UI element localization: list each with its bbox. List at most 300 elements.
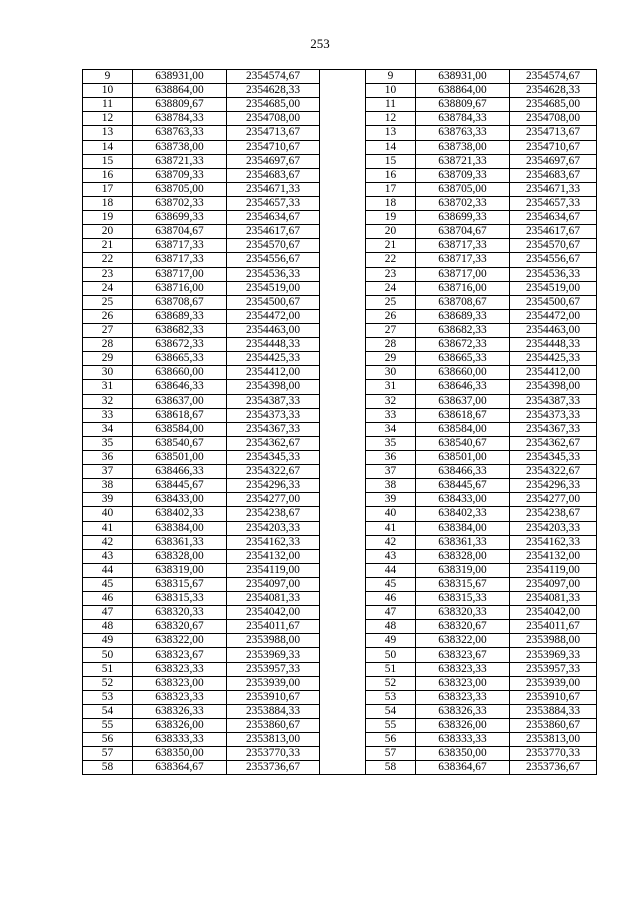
left-x-coordinate: 638402,33 [133, 507, 227, 521]
right-point-number: 28 [366, 338, 416, 352]
left-point-number: 28 [83, 338, 133, 352]
left-point-number: 47 [83, 606, 133, 620]
right-x-coordinate: 638702,33 [416, 196, 510, 210]
right-point-number: 29 [366, 352, 416, 366]
column-gap [320, 592, 366, 606]
left-point-number: 9 [83, 70, 133, 84]
column-gap [320, 479, 366, 493]
right-y-coordinate: 2354373,33 [510, 408, 597, 422]
table-row [83, 281, 597, 295]
left-y-coordinate: 2353957,33 [227, 662, 320, 676]
right-point-number: 14 [366, 140, 416, 154]
right-point-number: 11 [366, 98, 416, 112]
right-x-coordinate: 638738,00 [416, 140, 510, 154]
left-x-coordinate: 638361,33 [133, 535, 227, 549]
right-x-coordinate: 638323,00 [416, 676, 510, 690]
table-row [83, 253, 597, 267]
left-x-coordinate: 638584,00 [133, 422, 227, 436]
right-x-coordinate: 638618,67 [416, 408, 510, 422]
right-point-number: 23 [366, 267, 416, 281]
right-point-number: 34 [366, 422, 416, 436]
left-x-coordinate: 638682,33 [133, 323, 227, 337]
right-point-number: 42 [366, 535, 416, 549]
left-y-coordinate: 2354398,00 [227, 380, 320, 394]
left-y-coordinate: 2354362,67 [227, 436, 320, 450]
left-x-coordinate: 638717,33 [133, 239, 227, 253]
right-x-coordinate: 638646,33 [416, 380, 510, 394]
left-point-number: 49 [83, 634, 133, 648]
left-point-number: 14 [83, 140, 133, 154]
left-point-number: 13 [83, 126, 133, 140]
right-x-coordinate: 638637,00 [416, 394, 510, 408]
right-x-coordinate: 638705,00 [416, 182, 510, 196]
table-row [83, 690, 597, 704]
left-point-number: 55 [83, 719, 133, 733]
right-x-coordinate: 638717,33 [416, 253, 510, 267]
left-x-coordinate: 638864,00 [133, 84, 227, 98]
right-x-coordinate: 638864,00 [416, 84, 510, 98]
left-x-coordinate: 638315,67 [133, 577, 227, 591]
table-row [83, 577, 597, 591]
left-point-number: 15 [83, 154, 133, 168]
left-y-coordinate: 2354519,00 [227, 281, 320, 295]
right-x-coordinate: 638672,33 [416, 338, 510, 352]
right-y-coordinate: 2353910,67 [510, 690, 597, 704]
left-y-coordinate: 2354570,67 [227, 239, 320, 253]
left-x-coordinate: 638333,33 [133, 733, 227, 747]
column-gap [320, 352, 366, 366]
right-point-number: 31 [366, 380, 416, 394]
table-row [83, 211, 597, 225]
left-y-coordinate: 2354685,00 [227, 98, 320, 112]
right-y-coordinate: 2354628,33 [510, 84, 597, 98]
column-gap [320, 620, 366, 634]
left-x-coordinate: 638326,00 [133, 719, 227, 733]
right-point-number: 20 [366, 225, 416, 239]
column-gap [320, 606, 366, 620]
left-point-number: 35 [83, 436, 133, 450]
left-x-coordinate: 638322,00 [133, 634, 227, 648]
right-point-number: 55 [366, 719, 416, 733]
right-y-coordinate: 2354685,00 [510, 98, 597, 112]
left-y-coordinate: 2354634,67 [227, 211, 320, 225]
left-point-number: 36 [83, 450, 133, 464]
right-point-number: 45 [366, 577, 416, 591]
right-point-number: 10 [366, 84, 416, 98]
right-x-coordinate: 638716,00 [416, 281, 510, 295]
right-y-coordinate: 2354500,67 [510, 295, 597, 309]
column-gap [320, 70, 366, 84]
left-x-coordinate: 638931,00 [133, 70, 227, 84]
right-point-number: 57 [366, 747, 416, 761]
left-point-number: 19 [83, 211, 133, 225]
left-y-coordinate: 2354345,33 [227, 450, 320, 464]
left-x-coordinate: 638445,67 [133, 479, 227, 493]
table-row [83, 267, 597, 281]
right-point-number: 50 [366, 648, 416, 662]
right-y-coordinate: 2354042,00 [510, 606, 597, 620]
left-y-coordinate: 2354710,67 [227, 140, 320, 154]
left-x-coordinate: 638738,00 [133, 140, 227, 154]
column-gap [320, 323, 366, 337]
right-y-coordinate: 2354697,67 [510, 154, 597, 168]
left-point-number: 52 [83, 676, 133, 690]
column-gap [320, 168, 366, 182]
right-y-coordinate: 2354448,33 [510, 338, 597, 352]
left-x-coordinate: 638320,67 [133, 620, 227, 634]
left-y-coordinate: 2354683,67 [227, 168, 320, 182]
left-y-coordinate: 2354472,00 [227, 309, 320, 323]
column-gap [320, 112, 366, 126]
column-gap [320, 253, 366, 267]
table-row [83, 140, 597, 154]
right-x-coordinate: 638708,67 [416, 295, 510, 309]
left-point-number: 56 [83, 733, 133, 747]
table-row [83, 634, 597, 648]
left-x-coordinate: 638364,67 [133, 761, 227, 775]
right-y-coordinate: 2353736,67 [510, 761, 597, 775]
table-row [83, 84, 597, 98]
right-point-number: 56 [366, 733, 416, 747]
column-gap [320, 309, 366, 323]
right-x-coordinate: 638717,33 [416, 239, 510, 253]
table-row [83, 338, 597, 352]
column-gap [320, 394, 366, 408]
left-x-coordinate: 638540,67 [133, 436, 227, 450]
right-x-coordinate: 638323,67 [416, 648, 510, 662]
right-x-coordinate: 638540,67 [416, 436, 510, 450]
table-row [83, 521, 597, 535]
right-y-coordinate: 2354162,33 [510, 535, 597, 549]
left-x-coordinate: 638350,00 [133, 747, 227, 761]
right-y-coordinate: 2354132,00 [510, 549, 597, 563]
right-point-number: 53 [366, 690, 416, 704]
left-point-number: 20 [83, 225, 133, 239]
left-point-number: 57 [83, 747, 133, 761]
right-point-number: 19 [366, 211, 416, 225]
right-point-number: 21 [366, 239, 416, 253]
right-point-number: 43 [366, 549, 416, 563]
left-x-coordinate: 638328,00 [133, 549, 227, 563]
table-row [83, 98, 597, 112]
right-x-coordinate: 638699,33 [416, 211, 510, 225]
table-row [83, 465, 597, 479]
right-y-coordinate: 2354203,33 [510, 521, 597, 535]
right-y-coordinate: 2353813,00 [510, 733, 597, 747]
page-number: 253 [310, 36, 330, 51]
column-gap [320, 366, 366, 380]
left-x-coordinate: 638646,33 [133, 380, 227, 394]
right-x-coordinate: 638323,33 [416, 662, 510, 676]
right-point-number: 46 [366, 592, 416, 606]
right-point-number: 13 [366, 126, 416, 140]
right-point-number: 17 [366, 182, 416, 196]
right-y-coordinate: 2354708,00 [510, 112, 597, 126]
table-row [83, 380, 597, 394]
right-y-coordinate: 2354617,67 [510, 225, 597, 239]
table-row [83, 676, 597, 690]
left-y-coordinate: 2354373,33 [227, 408, 320, 422]
right-y-coordinate: 2354570,67 [510, 239, 597, 253]
right-x-coordinate: 638501,00 [416, 450, 510, 464]
right-x-coordinate: 638326,00 [416, 719, 510, 733]
column-gap [320, 761, 366, 775]
column-gap [320, 98, 366, 112]
left-y-coordinate: 2354500,67 [227, 295, 320, 309]
left-point-number: 24 [83, 281, 133, 295]
table-row [83, 168, 597, 182]
right-point-number: 15 [366, 154, 416, 168]
left-y-coordinate: 2354617,67 [227, 225, 320, 239]
right-point-number: 54 [366, 704, 416, 718]
left-point-number: 18 [83, 196, 133, 210]
right-y-coordinate: 2354556,67 [510, 253, 597, 267]
left-point-number: 16 [83, 168, 133, 182]
left-x-coordinate: 638705,00 [133, 182, 227, 196]
left-point-number: 32 [83, 394, 133, 408]
right-point-number: 48 [366, 620, 416, 634]
right-point-number: 39 [366, 493, 416, 507]
coordinates-table-body [83, 70, 597, 775]
right-y-coordinate: 2354671,33 [510, 182, 597, 196]
right-point-number: 25 [366, 295, 416, 309]
column-gap [320, 450, 366, 464]
left-y-coordinate: 2354536,33 [227, 267, 320, 281]
right-x-coordinate: 638689,33 [416, 309, 510, 323]
left-point-number: 27 [83, 323, 133, 337]
left-x-coordinate: 638637,00 [133, 394, 227, 408]
right-point-number: 12 [366, 112, 416, 126]
column-gap [320, 196, 366, 210]
column-gap [320, 549, 366, 563]
right-x-coordinate: 638660,00 [416, 366, 510, 380]
right-x-coordinate: 638364,67 [416, 761, 510, 775]
left-point-number: 12 [83, 112, 133, 126]
table-row [83, 761, 597, 775]
table-row [83, 422, 597, 436]
left-point-number: 45 [83, 577, 133, 591]
column-gap [320, 465, 366, 479]
left-x-coordinate: 638665,33 [133, 352, 227, 366]
right-point-number: 26 [366, 309, 416, 323]
left-x-coordinate: 638466,33 [133, 465, 227, 479]
left-point-number: 30 [83, 366, 133, 380]
table-row [83, 733, 597, 747]
left-x-coordinate: 638618,67 [133, 408, 227, 422]
left-point-number: 34 [83, 422, 133, 436]
left-point-number: 46 [83, 592, 133, 606]
left-point-number: 25 [83, 295, 133, 309]
table-row [83, 154, 597, 168]
right-point-number: 52 [366, 676, 416, 690]
left-point-number: 42 [83, 535, 133, 549]
right-x-coordinate: 638763,33 [416, 126, 510, 140]
column-gap [320, 182, 366, 196]
right-x-coordinate: 638323,33 [416, 690, 510, 704]
left-x-coordinate: 638326,33 [133, 704, 227, 718]
left-y-coordinate: 2354556,67 [227, 253, 320, 267]
table-row [83, 507, 597, 521]
left-y-coordinate: 2353884,33 [227, 704, 320, 718]
right-point-number: 37 [366, 465, 416, 479]
right-x-coordinate: 638350,00 [416, 747, 510, 761]
right-y-coordinate: 2354634,67 [510, 211, 597, 225]
table-row [83, 450, 597, 464]
left-y-coordinate: 2354277,00 [227, 493, 320, 507]
column-gap [320, 436, 366, 450]
right-x-coordinate: 638445,67 [416, 479, 510, 493]
table-row [83, 648, 597, 662]
column-gap [320, 648, 366, 662]
left-x-coordinate: 638689,33 [133, 309, 227, 323]
left-y-coordinate: 2353969,33 [227, 648, 320, 662]
left-y-coordinate: 2354574,67 [227, 70, 320, 84]
right-x-coordinate: 638402,33 [416, 507, 510, 521]
left-point-number: 10 [83, 84, 133, 98]
right-y-coordinate: 2354657,33 [510, 196, 597, 210]
column-gap [320, 239, 366, 253]
column-gap [320, 676, 366, 690]
left-x-coordinate: 638709,33 [133, 168, 227, 182]
right-x-coordinate: 638704,67 [416, 225, 510, 239]
left-point-number: 43 [83, 549, 133, 563]
table-row [83, 225, 597, 239]
left-x-coordinate: 638323,00 [133, 676, 227, 690]
left-y-coordinate: 2354387,33 [227, 394, 320, 408]
left-y-coordinate: 2354203,33 [227, 521, 320, 535]
right-point-number: 47 [366, 606, 416, 620]
left-x-coordinate: 638315,33 [133, 592, 227, 606]
left-y-coordinate: 2353939,00 [227, 676, 320, 690]
left-y-coordinate: 2354132,00 [227, 549, 320, 563]
right-point-number: 51 [366, 662, 416, 676]
left-y-coordinate: 2354671,33 [227, 182, 320, 196]
table-row [83, 196, 597, 210]
left-point-number: 21 [83, 239, 133, 253]
right-y-coordinate: 2354119,00 [510, 563, 597, 577]
right-y-coordinate: 2353988,00 [510, 634, 597, 648]
right-x-coordinate: 638466,33 [416, 465, 510, 479]
left-y-coordinate: 2354011,67 [227, 620, 320, 634]
right-y-coordinate: 2354011,67 [510, 620, 597, 634]
table-row [83, 592, 597, 606]
table-row [83, 662, 597, 676]
right-x-coordinate: 638384,00 [416, 521, 510, 535]
right-point-number: 41 [366, 521, 416, 535]
table-row [83, 436, 597, 450]
left-point-number: 54 [83, 704, 133, 718]
table-row [83, 394, 597, 408]
right-y-coordinate: 2354322,67 [510, 465, 597, 479]
right-point-number: 58 [366, 761, 416, 775]
left-x-coordinate: 638384,00 [133, 521, 227, 535]
right-x-coordinate: 638361,33 [416, 535, 510, 549]
right-y-coordinate: 2354398,00 [510, 380, 597, 394]
left-x-coordinate: 638699,33 [133, 211, 227, 225]
right-y-coordinate: 2354574,67 [510, 70, 597, 84]
column-gap [320, 140, 366, 154]
column-gap [320, 577, 366, 591]
column-gap [320, 521, 366, 535]
left-point-number: 37 [83, 465, 133, 479]
right-point-number: 24 [366, 281, 416, 295]
left-point-number: 11 [83, 98, 133, 112]
table-row [83, 563, 597, 577]
right-point-number: 49 [366, 634, 416, 648]
table-row [83, 352, 597, 366]
right-y-coordinate: 2354412,00 [510, 366, 597, 380]
column-gap [320, 662, 366, 676]
left-point-number: 44 [83, 563, 133, 577]
right-x-coordinate: 638315,67 [416, 577, 510, 591]
column-gap [320, 690, 366, 704]
table-row [83, 549, 597, 563]
left-point-number: 51 [83, 662, 133, 676]
left-x-coordinate: 638433,00 [133, 493, 227, 507]
column-gap [320, 634, 366, 648]
right-y-coordinate: 2354238,67 [510, 507, 597, 521]
left-y-coordinate: 2353860,67 [227, 719, 320, 733]
left-x-coordinate: 638320,33 [133, 606, 227, 620]
left-y-coordinate: 2353813,00 [227, 733, 320, 747]
column-gap [320, 338, 366, 352]
left-x-coordinate: 638716,00 [133, 281, 227, 295]
left-y-coordinate: 2353910,67 [227, 690, 320, 704]
left-x-coordinate: 638784,33 [133, 112, 227, 126]
right-x-coordinate: 638665,33 [416, 352, 510, 366]
left-y-coordinate: 2354081,33 [227, 592, 320, 606]
right-x-coordinate: 638326,33 [416, 704, 510, 718]
left-x-coordinate: 638721,33 [133, 154, 227, 168]
left-x-coordinate: 638323,33 [133, 690, 227, 704]
left-point-number: 31 [83, 380, 133, 394]
right-point-number: 30 [366, 366, 416, 380]
column-gap [320, 281, 366, 295]
column-gap [320, 211, 366, 225]
table-row [83, 309, 597, 323]
table-row [83, 620, 597, 634]
right-y-coordinate: 2354345,33 [510, 450, 597, 464]
left-point-number: 38 [83, 479, 133, 493]
left-point-number: 58 [83, 761, 133, 775]
column-gap [320, 154, 366, 168]
left-y-coordinate: 2353988,00 [227, 634, 320, 648]
left-y-coordinate: 2354448,33 [227, 338, 320, 352]
right-x-coordinate: 638584,00 [416, 422, 510, 436]
column-gap [320, 267, 366, 281]
left-point-number: 26 [83, 309, 133, 323]
left-y-coordinate: 2354322,67 [227, 465, 320, 479]
right-x-coordinate: 638682,33 [416, 323, 510, 337]
left-point-number: 23 [83, 267, 133, 281]
right-x-coordinate: 638319,00 [416, 563, 510, 577]
column-gap [320, 225, 366, 239]
column-gap [320, 408, 366, 422]
column-gap [320, 719, 366, 733]
left-x-coordinate: 638660,00 [133, 366, 227, 380]
right-point-number: 27 [366, 323, 416, 337]
left-point-number: 33 [83, 408, 133, 422]
right-y-coordinate: 2353884,33 [510, 704, 597, 718]
left-x-coordinate: 638717,00 [133, 267, 227, 281]
right-y-coordinate: 2354683,67 [510, 168, 597, 182]
left-y-coordinate: 2354042,00 [227, 606, 320, 620]
left-x-coordinate: 638763,33 [133, 126, 227, 140]
left-y-coordinate: 2354713,67 [227, 126, 320, 140]
right-x-coordinate: 638931,00 [416, 70, 510, 84]
left-y-coordinate: 2354697,67 [227, 154, 320, 168]
column-gap [320, 704, 366, 718]
